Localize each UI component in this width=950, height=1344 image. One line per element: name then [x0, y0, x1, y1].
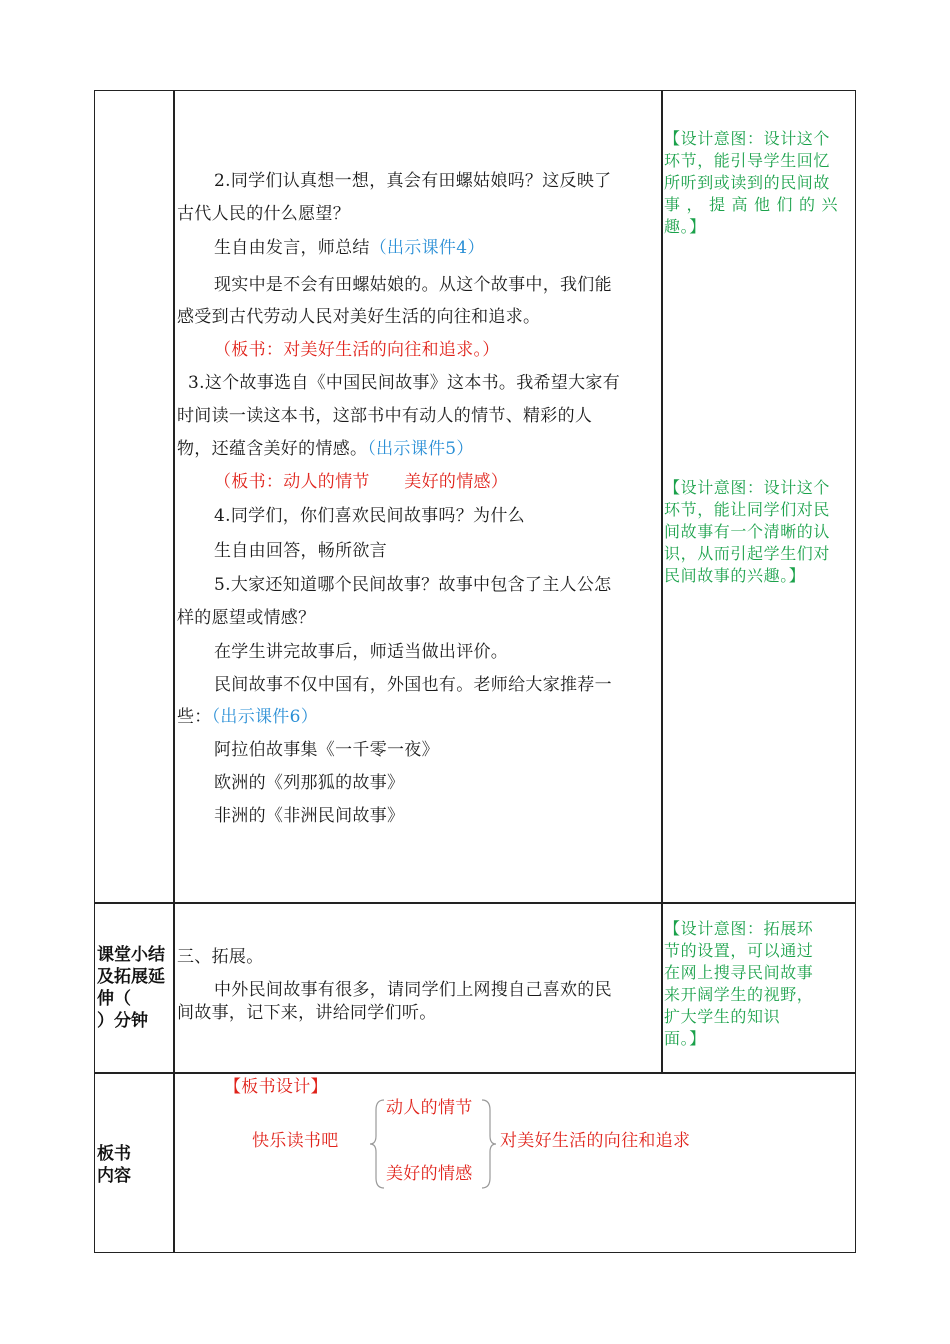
blackboard-note-2: （板书：动人的情节 美好的情感）: [214, 472, 509, 492]
extension-heading: 三、拓展。: [177, 947, 264, 967]
student-answer: 生自由回答，畅所欲言: [214, 541, 387, 561]
question-4: 4.同学们，你们喜欢民间故事吗？为什么: [214, 506, 525, 526]
teacher-summary-line2: 感受到古代劳动人民对美好生活的向往和追求。: [177, 307, 541, 327]
book-african-tales: 非洲的《非洲民间故事》: [214, 806, 405, 826]
question-5-line1: 5.大家还知道哪个民间故事？故事中包含了主人公怎: [214, 575, 612, 595]
book-arabian-nights: 阿拉伯故事集《一千零一夜》: [214, 740, 439, 760]
recommend-line2: 些：（出示课件6）: [177, 707, 319, 727]
student-response: 生自由发言，师总结（出示课件4）: [214, 238, 485, 258]
row-label-blackboard: 板书 内容: [97, 1144, 131, 1186]
question-5-line2: 样的愿望或情感？: [177, 608, 316, 628]
blackboard-bottom-item: 美好的情感: [386, 1164, 473, 1184]
blackboard-top-item: 动人的情节: [386, 1098, 473, 1118]
row-divider-2: [94, 1072, 856, 1074]
teacher-summary-line1: 现实中是不会有田螺姑娘的。从这个故事中，我们能: [214, 275, 612, 295]
right-brace-icon: [480, 1098, 498, 1190]
design-intent-note-3: 【设计意图：拓展环 节的设置，可以通过 在网上搜寻民间故事 来开阔学生的视野， 扩大学生的知识 面。】: [664, 919, 814, 1048]
question-2-line2: 古代人民的什么愿望？: [177, 204, 350, 224]
question-3-line1: 3.这个故事选自《中国民间故事》这本书。我希望大家有: [188, 373, 621, 393]
question-3-line2: 时间读一读这本书，这部书中有动人的情节、精彩的人: [177, 406, 593, 426]
question-2-line1: 2.同学们认真想一想，真会有田螺姑娘吗？这反映了: [214, 171, 612, 191]
row-divider-1: [94, 902, 856, 904]
blackboard-note-1: （板书：对美好生活的向往和追求。）: [214, 340, 500, 360]
row-label-summary: 课堂小结 及拓展延 伸（ ）分钟: [97, 945, 165, 1031]
courseware-6-link[interactable]: （出示课件6）: [211, 707, 319, 727]
column-divider-left: [173, 90, 175, 1253]
extension-line1: 中外民间故事有很多，请同学们上网搜自己喜欢的民: [214, 980, 612, 1000]
recommend-line1: 民间故事不仅中国有，外国也有。老师给大家推荐一: [214, 675, 612, 695]
courseware-5-link[interactable]: （出示课件5）: [367, 439, 474, 459]
design-intent-note-2: 【设计意图：设计这个 环节，能让同学们对民 间故事有一个清晰的认 识，从而引起学生们对 民间故事的兴趣。】: [664, 478, 831, 585]
extension-line2: 间故事，记下来，讲给同学们听。: [177, 1003, 437, 1023]
question-3-line3: 物，还蕴含美好的情感。（出示课件5）: [177, 439, 474, 459]
book-reynard-fox: 欧洲的《列那狐的故事》: [214, 773, 405, 793]
blackboard-center-title: 快乐读书吧: [252, 1131, 339, 1151]
column-divider-right: [661, 90, 663, 1073]
teacher-evaluation: 在学生讲完故事后，师适当做出评价。: [214, 642, 509, 662]
courseware-4-link[interactable]: （出示课件4）: [369, 238, 485, 258]
lesson-table: [94, 90, 856, 1253]
design-intent-note-1: 【设计意图：设计这个 环节，能引导学生回忆 所听到或读到的民间故 事，提高他们的兴 趣。】: [664, 129, 845, 236]
left-brace-icon: [368, 1098, 386, 1190]
blackboard-design-title: 【板书设计】: [224, 1077, 328, 1097]
blackboard-right-item: 对美好生活的向往和追求: [500, 1131, 691, 1151]
